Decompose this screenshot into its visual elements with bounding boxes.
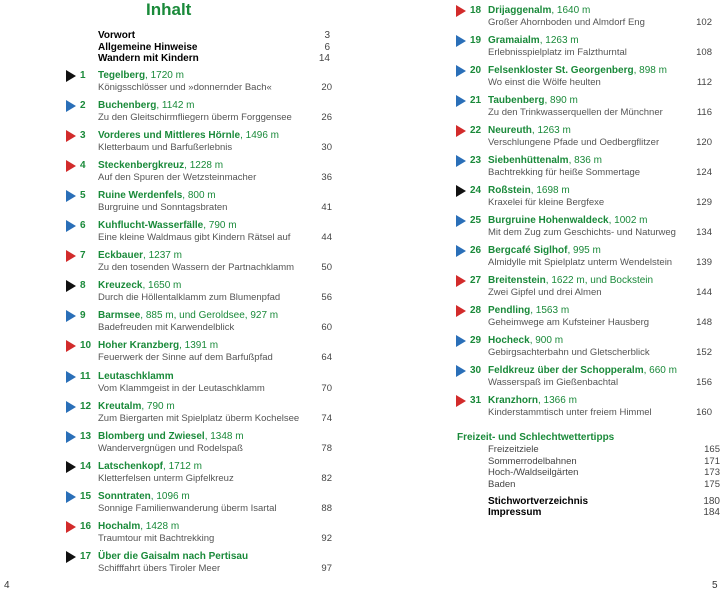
tour-altitude: , 1237 m xyxy=(143,250,182,262)
tour-page-number: 139 xyxy=(696,257,712,268)
tour-altitude: , 1263 m xyxy=(539,35,579,46)
toc-entry[interactable] xyxy=(456,334,712,362)
tour-name: Tegelberg xyxy=(98,70,146,81)
extras-section-title: Freizeit- und Schlechtwettertipps xyxy=(457,432,615,443)
tour-page-number: 92 xyxy=(321,532,332,544)
page-number-left: 4 xyxy=(4,580,10,590)
tour-page-number: 134 xyxy=(696,227,712,238)
tour-title xyxy=(488,154,602,167)
tour-altitude: , 885 m, und Geroldsee, 927 m xyxy=(140,310,279,322)
tour-number: 19 xyxy=(470,35,482,46)
extras-row[interactable] xyxy=(488,479,720,491)
tour-number: 27 xyxy=(470,275,482,286)
tour-page-number: 152 xyxy=(696,347,712,358)
tour-page-number: 60 xyxy=(321,322,332,334)
toc-entry[interactable] xyxy=(456,94,712,122)
extras-label: Sommerrodelbahnen xyxy=(488,455,577,467)
extras-label: Baden xyxy=(488,478,516,490)
tour-number: 13 xyxy=(80,430,92,442)
tour-name: Kreuzeck xyxy=(98,280,143,292)
tour-title xyxy=(488,64,667,77)
tour-description: Gebirgsachterbahn und Gletscherblick xyxy=(488,347,650,358)
triangle-marker-icon xyxy=(456,365,466,377)
extras-label: Freizeitziele xyxy=(488,444,539,455)
tour-number: 7 xyxy=(80,250,86,262)
tour-altitude: , 1142 m xyxy=(156,100,195,112)
tour-name: Gramaialm xyxy=(488,35,540,46)
tour-page-number: 160 xyxy=(696,407,712,418)
tour-description: Durch die Höllentalklamm zum Blumenpfad xyxy=(98,292,281,304)
toc-entry[interactable] xyxy=(456,64,712,92)
tour-name: Barmsee xyxy=(98,310,141,322)
front-matter-page: 6 xyxy=(324,41,330,53)
tour-name: Taubenberg xyxy=(488,95,545,106)
tour-description: Wandervergnügen und Rodelspaß xyxy=(98,442,243,454)
tour-name: Bergcafé Siglhof xyxy=(488,245,568,256)
tour-description: Wo einst die Wölfe heulten xyxy=(488,77,601,88)
tour-name: Roßstein xyxy=(488,185,531,196)
toc-entry[interactable] xyxy=(456,4,712,32)
tour-name: Über die Gaisalm nach Pertisau xyxy=(98,550,249,562)
tour-description: Zwei Gipfel und drei Almen xyxy=(488,287,602,298)
tour-title xyxy=(488,304,569,317)
tour-number: 14 xyxy=(80,460,92,472)
tour-number: 9 xyxy=(80,310,86,322)
tour-altitude: , 1391 m xyxy=(179,340,219,352)
tour-page-number: 144 xyxy=(696,287,712,298)
toc-entry[interactable] xyxy=(456,34,712,62)
index-page: 180 xyxy=(703,496,720,507)
tour-number: 31 xyxy=(470,395,482,406)
page-title: Inhalt xyxy=(146,0,192,19)
tour-name: Blomberg und Zwiesel xyxy=(98,430,205,442)
front-matter-page: 3 xyxy=(324,30,330,41)
tour-description: Mit dem Zug zum Geschichts- und Naturweg xyxy=(488,227,676,238)
tour-altitude: , 800 m xyxy=(182,190,216,202)
tour-description: Zu den tosenden Wassern der Partnachklamm xyxy=(98,262,295,274)
triangle-marker-icon xyxy=(456,185,466,197)
tour-name: Hocheck xyxy=(488,335,530,346)
extras-list xyxy=(488,444,720,490)
tour-title xyxy=(488,334,563,347)
toc-entry[interactable] xyxy=(456,214,712,242)
tour-number: 18 xyxy=(470,5,482,16)
tour-page-number: 20 xyxy=(321,82,332,93)
tour-name: Feldkreuz über der Schopperalm xyxy=(488,365,644,376)
tour-number: 6 xyxy=(80,220,86,232)
tour-altitude: , 660 m xyxy=(643,365,677,376)
tour-page-number: 30 xyxy=(321,142,332,154)
front-matter-label: Wandern mit Kindern xyxy=(98,53,199,64)
tour-name: Siebenhüttenalm xyxy=(488,155,569,166)
tour-altitude: , 1712 m xyxy=(163,460,202,472)
tour-description: Erlebnisspielplatz im Falzthurntal xyxy=(488,47,627,58)
tour-number: 15 xyxy=(80,490,92,502)
tour-altitude: , 1698 m xyxy=(530,185,570,196)
tour-name: Pendling xyxy=(488,305,531,316)
triangle-marker-icon xyxy=(456,335,466,347)
tour-number: 4 xyxy=(80,160,86,172)
tour-description: Geheimwege am Kufsteiner Hausberg xyxy=(488,317,650,328)
tour-page-number: 82 xyxy=(321,472,332,484)
tour-description: Badefreuden mit Karwendelblick xyxy=(98,322,235,334)
tour-number: 8 xyxy=(80,280,86,292)
tour-number: 21 xyxy=(470,95,482,106)
extras-row[interactable] xyxy=(488,444,720,456)
tour-number: 23 xyxy=(470,155,482,166)
tour-number: 3 xyxy=(80,130,86,142)
toc-entry[interactable] xyxy=(456,274,712,302)
tour-name: Leutaschklamm xyxy=(98,370,174,382)
tour-title xyxy=(488,214,648,227)
tour-altitude: , 1563 m xyxy=(530,305,570,316)
tour-number: 10 xyxy=(80,340,92,352)
tour-page-number: 70 xyxy=(321,382,332,394)
tour-altitude: , 1002 m xyxy=(608,215,648,226)
tour-description: Verschlungene Pfade und Oedbergflitzer xyxy=(488,137,660,148)
tour-title xyxy=(488,274,653,287)
triangle-marker-icon xyxy=(456,65,466,77)
tour-description: Auf den Spuren der Wetzsteinmacher xyxy=(98,172,257,184)
tour-number: 16 xyxy=(80,520,92,532)
front-matter-page: 14 xyxy=(318,53,330,64)
tour-page-number: 129 xyxy=(696,197,712,208)
tour-page-number: 102 xyxy=(696,17,712,28)
tour-title xyxy=(488,34,579,47)
tour-page-number: 120 xyxy=(696,137,712,148)
tour-altitude: , 898 m xyxy=(633,65,667,76)
tour-name: Steckenbergkreuz xyxy=(98,160,185,172)
tour-number: 17 xyxy=(80,550,92,562)
tour-name: Drijaggenalm xyxy=(488,5,552,16)
tour-name: Latschenkopf xyxy=(98,460,164,472)
index-page: 184 xyxy=(703,507,720,518)
tour-title xyxy=(488,4,590,17)
tour-page-number: 56 xyxy=(321,292,332,304)
tour-title xyxy=(488,124,571,137)
tour-altitude: , 1096 m xyxy=(150,490,190,502)
toc-entry[interactable] xyxy=(456,304,712,332)
tour-description: Zu den Trinkwasserquellen der Münchner xyxy=(488,107,663,118)
triangle-marker-icon xyxy=(456,125,466,137)
tour-page-number: 41 xyxy=(321,202,332,214)
tour-altitude: , 1640 m xyxy=(551,5,591,16)
tour-page-number: 112 xyxy=(696,77,712,88)
tour-altitude: , 890 m xyxy=(544,95,578,106)
tour-name: Vorderes und Mittleres Hörnle xyxy=(98,130,241,142)
tour-page-number: 50 xyxy=(321,262,332,274)
tour-number: 28 xyxy=(470,305,482,316)
triangle-marker-icon xyxy=(456,95,466,107)
tour-name: Sonntraten xyxy=(98,490,151,502)
tour-number: 2 xyxy=(80,100,86,112)
tour-name: Breitenstein xyxy=(488,275,546,286)
tour-description: Schifffahrt übers Tiroler Meer xyxy=(98,562,221,574)
tour-number: 26 xyxy=(470,245,482,256)
toc-entry[interactable] xyxy=(456,394,712,422)
tour-name: Kreutalm xyxy=(98,400,142,412)
tour-altitude: , 900 m xyxy=(529,335,564,346)
tour-title xyxy=(488,394,577,407)
tour-page-number: 36 xyxy=(321,172,332,184)
tour-name: Felsenkloster St. Georgenberg xyxy=(488,65,634,76)
tour-name: Hoher Kranzberg xyxy=(98,340,180,352)
tour-altitude: , 790 m xyxy=(203,220,237,232)
tour-description: Sonnige Familienwanderung überm Isartal xyxy=(98,502,277,514)
tour-page-number: 64 xyxy=(321,352,332,364)
triangle-marker-icon xyxy=(456,305,466,317)
tour-page-number: 44 xyxy=(321,232,332,244)
tour-page-number: 78 xyxy=(321,442,332,454)
tour-number: 30 xyxy=(470,365,482,376)
tour-altitude: , 1650 m xyxy=(142,280,182,292)
tour-page-number: 26 xyxy=(321,112,332,124)
tour-page-number: 74 xyxy=(321,412,332,424)
tour-description: Großer Ahornboden und Almdorf Eng xyxy=(488,17,645,28)
triangle-marker-icon xyxy=(456,5,466,17)
tour-description: Vom Klammgeist in der Leutaschklamm xyxy=(98,382,265,394)
extras-label: Hoch-/Waldseilgärten xyxy=(488,467,579,478)
triangle-marker-icon xyxy=(456,275,466,287)
tour-page-number: 88 xyxy=(321,502,332,514)
index-list xyxy=(488,496,720,518)
tour-altitude: , 1228 m xyxy=(184,160,224,172)
tour-page-number: 97 xyxy=(321,562,332,574)
page-number-right: 5 xyxy=(712,580,718,590)
tour-title xyxy=(488,184,570,197)
tour-title xyxy=(488,94,578,107)
triangle-marker-icon xyxy=(456,395,466,407)
tour-altitude: , 1428 m xyxy=(140,520,180,532)
tour-name: Burgruine Hohenwaldeck xyxy=(488,215,609,226)
toc-entry[interactable] xyxy=(456,184,712,212)
extras-page: 165 xyxy=(704,444,720,455)
tour-title xyxy=(488,244,601,257)
tour-altitude: , 1263 m xyxy=(531,125,571,136)
tour-altitude: , 1348 m xyxy=(204,430,244,442)
tour-description: Almidylle mit Spielplatz unterm Wendelstein xyxy=(488,257,673,268)
front-matter-label: Vorwort xyxy=(98,30,136,41)
triangle-marker-icon xyxy=(456,155,466,167)
tour-description: Kinderstammtisch unter freiem Himmel xyxy=(488,407,652,418)
tour-altitude: , 1496 m xyxy=(240,130,279,142)
tour-number: 20 xyxy=(470,65,482,76)
tour-number: 29 xyxy=(470,335,482,346)
tour-description: Wasserspaß im Gießenbachtal xyxy=(488,377,619,388)
toc-entry[interactable] xyxy=(456,244,712,272)
tour-name: Ruine Werdenfels xyxy=(98,190,183,202)
tour-altitude: , 1622 m, und Bockstein xyxy=(545,275,654,286)
tour-number: 25 xyxy=(470,215,482,226)
toc-entry[interactable] xyxy=(456,124,712,152)
index-row[interactable] xyxy=(488,507,720,518)
tour-name: Kuhflucht-Wasserfälle xyxy=(98,220,204,232)
tour-number: 1 xyxy=(80,70,86,81)
tour-description: Zu den Gleitschirmfliegern überm Forggensee xyxy=(98,112,292,124)
tour-description: Burgruine und Sonntagsbraten xyxy=(98,202,228,214)
tour-description: Kletterbaum und Barfußerlebnis xyxy=(98,142,233,154)
tour-altitude: , 995 m xyxy=(567,245,601,256)
tour-altitude: , 790 m xyxy=(141,400,175,412)
extras-page: 175 xyxy=(704,478,720,490)
tour-name: Neureuth xyxy=(488,125,532,136)
tour-description: Traumtour mit Bachtrekking xyxy=(98,532,215,544)
index-label: Impressum xyxy=(488,507,542,518)
tour-altitude: , 836 m xyxy=(568,155,602,166)
tour-description: Königsschlösser und »donnernder Bach« xyxy=(98,82,272,93)
toc-entry[interactable] xyxy=(456,364,712,392)
tour-number: 11 xyxy=(80,370,91,382)
tour-page-number: 156 xyxy=(696,377,712,388)
tour-number: 12 xyxy=(80,400,92,412)
toc-entry[interactable] xyxy=(456,154,712,182)
tour-page-number: 116 xyxy=(696,107,712,118)
tour-altitude: , 1366 m xyxy=(538,395,577,406)
tour-number: 22 xyxy=(470,125,482,136)
tour-description: Kraxelei für kleine Bergfexe xyxy=(488,197,605,208)
tour-name: Eckbauer xyxy=(98,250,144,262)
triangle-marker-icon xyxy=(456,35,466,47)
tour-description: Eine kleine Waldmaus gibt Kindern Rätsel auf xyxy=(98,232,291,244)
triangle-marker-icon xyxy=(456,245,466,257)
extras-row[interactable] xyxy=(488,456,720,468)
extras-row[interactable] xyxy=(488,467,720,479)
triangle-marker-icon xyxy=(456,215,466,227)
tour-page-number: 148 xyxy=(696,317,712,328)
extras-page: 173 xyxy=(704,467,720,478)
tour-description: Feuerwerk der Sinne auf dem Barfußpfad xyxy=(98,352,273,364)
tour-number: 5 xyxy=(80,190,86,202)
index-row[interactable] xyxy=(488,496,720,507)
tour-altitude: , 1720 m xyxy=(145,70,184,81)
tour-name: Buchenberg xyxy=(98,100,157,112)
tour-number: 24 xyxy=(470,185,482,196)
tour-description: Bachtrekking für heiße Sommertage xyxy=(488,167,641,178)
tour-description: Kletterfelsen unterm Gipfelkreuz xyxy=(98,472,234,484)
tour-name: Kranzhorn xyxy=(488,395,538,406)
tour-title xyxy=(488,364,677,377)
tour-page-number: 108 xyxy=(696,47,712,58)
front-matter-label: Allgemeine Hinweise xyxy=(98,41,198,53)
tour-description: Zum Biergarten mit Spielplatz überm Kochelsee xyxy=(98,412,300,424)
tour-page-number: 124 xyxy=(696,167,712,178)
index-label: Stichwortverzeichnis xyxy=(488,496,589,507)
tour-name: Hochalm xyxy=(98,520,141,532)
extras-page: 171 xyxy=(704,455,720,467)
